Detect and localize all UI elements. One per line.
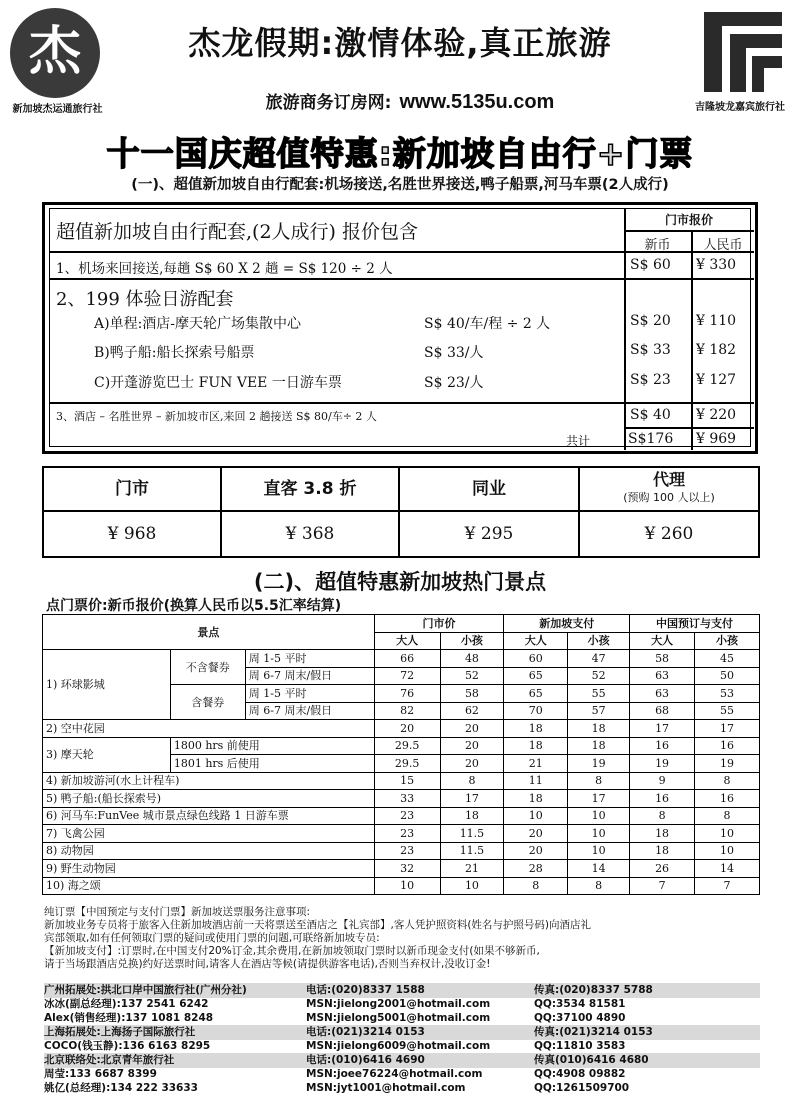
price-cell: 58 — [630, 650, 695, 668]
row-b-price: S$ 33/人 — [424, 345, 484, 361]
price-cell: 19 — [695, 755, 760, 773]
tier-agent-label-cell — [578, 466, 760, 512]
price-cell: 57 — [568, 702, 630, 720]
time-slot: 1800 hrs 前使用 — [170, 737, 374, 755]
price-cell: 10 — [440, 877, 504, 895]
total-sgd: S$176 — [628, 431, 674, 447]
price-cell: 53 — [695, 685, 760, 703]
col-child: 小孩 — [695, 632, 760, 650]
day-type: 周 1-5 平时 — [245, 685, 374, 703]
contact-row — [44, 1039, 760, 1054]
logo-right-caption: 吉隆坡龙嘉宾旅行社 — [695, 102, 785, 113]
attraction-name: 8) 动物园 — [43, 842, 375, 860]
price-rmb: ¥ 220 — [696, 407, 737, 423]
row-c-label: C)开蓬游览巴士 FUN VEE 一日游车票 — [94, 375, 342, 391]
price-cell: 11 — [504, 772, 568, 790]
package-title: 超值新加坡自由行配套,(2人成行) 报价包含 — [56, 221, 418, 243]
attraction-name: 5) 鸭子船:(船长探索号) — [43, 790, 375, 808]
company-logo-right — [700, 10, 786, 94]
contact-name: 冰冰(副总经理):137 2541 6242 — [44, 998, 209, 1010]
price-cell: 11.5 — [440, 842, 504, 860]
company-logo-left: 杰 — [10, 8, 100, 98]
tier-retail-price-cell — [42, 510, 222, 558]
website-url[interactable]: www.5135u.com — [399, 91, 555, 113]
contact-phone-msn[interactable]: MSN:jyt1001@hotmail.com — [306, 1082, 466, 1094]
contact-fax-qq: QQ:37100 4890 — [534, 1012, 626, 1024]
tier-agent-price-cell — [578, 510, 760, 558]
price-cell: 8 — [568, 877, 630, 895]
price-cell: 52 — [440, 667, 504, 685]
price-cell: 63 — [630, 667, 695, 685]
page-title: 杰龙假期:激情体验,真正旅游 — [188, 24, 612, 62]
price-cell: 9 — [630, 772, 695, 790]
price-cell: 20 — [440, 755, 504, 773]
price-cell: 50 — [695, 667, 760, 685]
row-c-price: S$ 23/人 — [424, 375, 484, 391]
price-cell: 28 — [504, 860, 568, 878]
price-cell: 29.5 — [374, 755, 440, 773]
price-cell: 23 — [374, 842, 440, 860]
price-cell: 48 — [440, 650, 504, 668]
price-sgd: S$ 60 — [630, 257, 671, 273]
price-cell: 76 — [374, 685, 440, 703]
price-cell: 10 — [504, 807, 568, 825]
price-cell: 62 — [440, 702, 504, 720]
col-child: 小孩 — [440, 632, 504, 650]
contact-row — [44, 1011, 760, 1026]
row-a-label: A)单程:酒店-摩天轮广场集散中心 — [94, 316, 302, 332]
price-cell: 10 — [695, 842, 760, 860]
price-rmb: ¥ 110 — [696, 313, 737, 329]
tier-agent-note: (预购 100 人以上) — [623, 491, 715, 504]
tier-price: ¥ 295 — [464, 524, 514, 544]
price-sgd: S$ 20 — [630, 313, 671, 329]
price-sgd: S$ 23 — [630, 372, 671, 388]
table-row — [43, 877, 760, 895]
price-cell: 18 — [504, 737, 568, 755]
row-199-package-title: 2、199 体验日游配套 — [56, 289, 234, 310]
price-cell: 10 — [568, 825, 630, 843]
price-cell: 19 — [568, 755, 630, 773]
meal-option: 含餐券 — [170, 685, 245, 720]
attraction-name: 4) 新加坡游河(水上计程车) — [43, 772, 375, 790]
price-cell: 58 — [440, 685, 504, 703]
table-row — [43, 790, 760, 808]
price-cell: 17 — [568, 790, 630, 808]
price-cell: 8 — [695, 772, 760, 790]
note-line: 【新加坡支付】:订票时,在中国支付20%订金,其余费用,在新加坡领取门票时以新币现金支付(如果不够新币, — [44, 945, 540, 957]
price-cell: 32 — [374, 860, 440, 878]
contact-phone-msn[interactable]: MSN:joee76224@hotmail.com — [306, 1068, 483, 1080]
price-cell: 18 — [568, 720, 630, 738]
contact-fax-qq: QQ:4908 09882 — [534, 1068, 626, 1080]
price-cell: 10 — [374, 877, 440, 895]
attraction-name: 7) 飞禽公园 — [43, 825, 375, 843]
price-cell: 8 — [568, 772, 630, 790]
price-cell: 68 — [630, 702, 695, 720]
price-cell: 18 — [630, 842, 695, 860]
contact-name: 姚亿(总经理):134 222 33633 — [44, 1082, 198, 1094]
contact-list — [44, 983, 760, 1095]
price-cell: 7 — [630, 877, 695, 895]
logo-left-caption: 新加坡杰运通旅行社 — [12, 104, 103, 115]
tier-label: 直客 3.8 折 — [263, 479, 357, 499]
total-rmb: ¥ 969 — [696, 431, 737, 447]
tier-direct-label-cell — [220, 466, 400, 512]
price-cell: 8 — [504, 877, 568, 895]
price-cell: 65 — [504, 685, 568, 703]
price-sgd: S$ 40 — [630, 407, 671, 423]
tier-price: ¥ 260 — [644, 524, 694, 544]
price-cell: 18 — [440, 807, 504, 825]
price-cell: 63 — [630, 685, 695, 703]
price-rmb: ¥ 330 — [696, 257, 737, 273]
price-cell: 21 — [504, 755, 568, 773]
row-a-price: S$ 40/车/程 ÷ 2 人 — [424, 316, 551, 332]
table-row — [43, 650, 760, 668]
contact-name: 广州拓展处:拱北口岸中国旅行社(广州分社) — [44, 984, 247, 996]
day-type: 周 1-5 平时 — [245, 650, 374, 668]
section2-heading: (二)、超值特惠新加坡热门景点 — [253, 570, 547, 594]
contact-fax-qq: 传真:(020)8337 5788 — [534, 984, 653, 996]
section2-subheading: 点门票价:新币报价(换算人民币以5.5汇率结算) — [46, 598, 342, 614]
tier-retail-label-cell — [42, 466, 222, 512]
col-header-sg-pay: 新加坡支付 — [504, 615, 630, 633]
price-cell: 26 — [630, 860, 695, 878]
contact-row — [44, 1081, 760, 1096]
price-cell: 23 — [374, 807, 440, 825]
contact-fax-qq: QQ:3534 81581 — [534, 998, 626, 1010]
contact-row — [44, 997, 760, 1012]
attraction-ticket-table — [42, 614, 760, 895]
price-cell: 16 — [630, 737, 695, 755]
col-header-sgd: 新币 — [644, 238, 671, 253]
price-cell: 16 — [695, 790, 760, 808]
website-line — [190, 88, 630, 114]
service-notes — [44, 906, 764, 971]
contact-phone-msn[interactable]: MSN:jielong6009@hotmail.com — [306, 1040, 491, 1052]
contact-phone-msn: 电话:(021)3214 0153 — [306, 1026, 425, 1038]
price-cell: 29.5 — [374, 737, 440, 755]
meal-option: 不含餐券 — [170, 650, 245, 685]
price-cell: 17 — [440, 790, 504, 808]
table-row — [43, 772, 760, 790]
attraction-name: 1) 环球影城 — [43, 650, 171, 720]
col-adult: 大人 — [630, 632, 695, 650]
tier-price: ¥ 968 — [107, 524, 157, 544]
day-type: 周 6-7 周末/假日 — [245, 702, 374, 720]
note-line: 纯订票【中国预定与支付门票】新加坡送票服务注意事项: — [44, 906, 311, 918]
price-cell: 8 — [695, 807, 760, 825]
table-row — [43, 842, 760, 860]
contact-name: Alex(销售经理):137 1081 8248 — [44, 1012, 214, 1024]
price-cell: 15 — [374, 772, 440, 790]
attraction-name: 10) 海之颂 — [43, 877, 375, 895]
price-cell: 52 — [568, 667, 630, 685]
price-cell: 10 — [568, 842, 630, 860]
price-cell: 72 — [374, 667, 440, 685]
package-table-inner — [49, 208, 751, 447]
note-line: 宾部领取,如有任何领取门票的疑问或使用门票的问题,可联络新加坡专员: — [44, 932, 380, 944]
price-cell: 55 — [695, 702, 760, 720]
price-cell: 47 — [568, 650, 630, 668]
col-header-cn-pay: 中国预订与支付 — [630, 615, 760, 633]
contact-row — [44, 1025, 760, 1040]
contact-row — [44, 1053, 760, 1068]
col-adult: 大人 — [504, 632, 568, 650]
table-header-row — [43, 615, 760, 633]
price-cell: 8 — [440, 772, 504, 790]
col-adult: 大人 — [374, 632, 440, 650]
contact-fax-qq: QQ:11810 3583 — [534, 1040, 626, 1052]
price-cell: 7 — [695, 877, 760, 895]
contact-fax-qq: QQ:1261509700 — [534, 1082, 630, 1094]
tier-price: ¥ 368 — [285, 524, 335, 544]
contact-name: 周莹:133 6687 8399 — [44, 1068, 157, 1080]
table-row — [43, 720, 760, 738]
price-cell: 18 — [504, 790, 568, 808]
price-cell: 60 — [504, 650, 568, 668]
contact-name: 北京联络处:北京青年旅行社 — [44, 1054, 175, 1066]
total-label: 共计 — [566, 434, 591, 448]
price-cell: 11.5 — [440, 825, 504, 843]
note-line: 请于当场跟酒店兑换)约好送票时间,请客人在酒店等候(请提供游客电话),否则当弃权计,没收订金! — [44, 958, 491, 970]
price-cell: 18 — [504, 720, 568, 738]
col-header-retail: 门市价 — [374, 615, 504, 633]
package-table — [42, 202, 758, 454]
tier-trade-price-cell — [398, 510, 580, 558]
price-cell: 21 — [440, 860, 504, 878]
price-cell: 16 — [695, 737, 760, 755]
price-cell: 20 — [374, 720, 440, 738]
col-header-rmb: 人民币 — [703, 238, 743, 253]
price-cell: 16 — [630, 790, 695, 808]
price-rmb: ¥ 182 — [696, 342, 737, 358]
contact-phone-msn: 电话:(020)8337 1588 — [306, 984, 425, 996]
price-cell: 14 — [568, 860, 630, 878]
price-cell: 14 — [695, 860, 760, 878]
price-cell: 33 — [374, 790, 440, 808]
attraction-name: 3) 摩天轮 — [43, 737, 171, 772]
price-rmb: ¥ 127 — [696, 372, 737, 388]
price-cell: 18 — [630, 825, 695, 843]
price-cell: 19 — [630, 755, 695, 773]
price-cell: 10 — [695, 825, 760, 843]
row-rws-transfer: 3、酒店 – 名胜世界 – 新加坡市区,来回 2 趟接送 S$ 80/车÷ 2 人 — [56, 410, 377, 423]
tier-trade-label-cell — [398, 466, 580, 512]
price-cell: 23 — [374, 825, 440, 843]
price-cell: 66 — [374, 650, 440, 668]
tier-direct-price-cell — [220, 510, 400, 558]
attraction-name: 6) 河马车:FunVee 城市景点绿色线路 1 日游车票 — [43, 807, 375, 825]
contact-row — [44, 1067, 760, 1082]
tier-label: 代理 — [652, 470, 685, 489]
table-row — [43, 807, 760, 825]
price-cell: 20 — [504, 825, 568, 843]
price-cell: 10 — [568, 807, 630, 825]
day-type: 周 6-7 周末/假日 — [245, 667, 374, 685]
website-label: 旅游商务订房网: — [265, 93, 392, 113]
tier-label: 同业 — [472, 479, 506, 499]
col-child: 小孩 — [568, 632, 630, 650]
price-cell: 65 — [504, 667, 568, 685]
price-cell: 17 — [695, 720, 760, 738]
price-tier-grid — [42, 466, 760, 558]
contact-row — [44, 983, 760, 998]
contact-phone-msn[interactable]: MSN:jielong5001@hotmail.com — [306, 1012, 491, 1024]
attraction-name: 2) 空中花园 — [43, 720, 375, 738]
price-cell: 8 — [630, 807, 695, 825]
contact-name: 上海拓展处:上海扬子国际旅行社 — [44, 1026, 196, 1038]
col-header-spot: 景点 — [43, 615, 375, 650]
price-cell: 82 — [374, 702, 440, 720]
table-row — [43, 737, 760, 755]
contact-phone-msn: 电话:(010)6416 4690 — [306, 1054, 425, 1066]
price-sgd: S$ 33 — [630, 342, 671, 358]
price-cell: 55 — [568, 685, 630, 703]
note-line: 新加坡业务专员将于旅客入住新加坡酒店前一天将票送至酒店之【礼宾部】,客人凭护照资料(姓名与护照号码)向酒店礼 — [44, 919, 592, 931]
section1-heading: (一)、超值新加坡自由行配套:机场接送,名胜世界接送,鸭子船票,河马车票(2人成行) — [131, 177, 669, 193]
tier-label: 门市 — [115, 479, 149, 499]
time-slot: 1801 hrs 后使用 — [170, 755, 374, 773]
table-row — [43, 860, 760, 878]
contact-name: COCO(钱玉静):136 6163 8295 — [44, 1040, 211, 1052]
price-cell: 20 — [440, 737, 504, 755]
contact-fax-qq: 传真:(021)3214 0153 — [534, 1026, 653, 1038]
price-cell: 18 — [568, 737, 630, 755]
row-b-label: B)鸭子船:船长探索号船票 — [94, 345, 255, 361]
promo-headline: 十一国庆超值特惠:新加坡自由行+门票 — [106, 134, 694, 173]
price-cell: 70 — [504, 702, 568, 720]
price-cell: 45 — [695, 650, 760, 668]
col-header-retail: 门市报价 — [664, 213, 713, 227]
price-cell: 17 — [630, 720, 695, 738]
price-cell: 20 — [440, 720, 504, 738]
contact-phone-msn[interactable]: MSN:jielong2001@hotmail.com — [306, 998, 491, 1010]
attraction-name: 9) 野生动物园 — [43, 860, 375, 878]
table-row — [43, 825, 760, 843]
price-cell: 20 — [504, 842, 568, 860]
row-airport-transfer: 1、机场来回接送,每趟 S$ 60 X 2 趟 = S$ 120 ÷ 2 人 — [56, 261, 393, 277]
contact-fax-qq: 传真(010)6416 4680 — [534, 1054, 649, 1066]
